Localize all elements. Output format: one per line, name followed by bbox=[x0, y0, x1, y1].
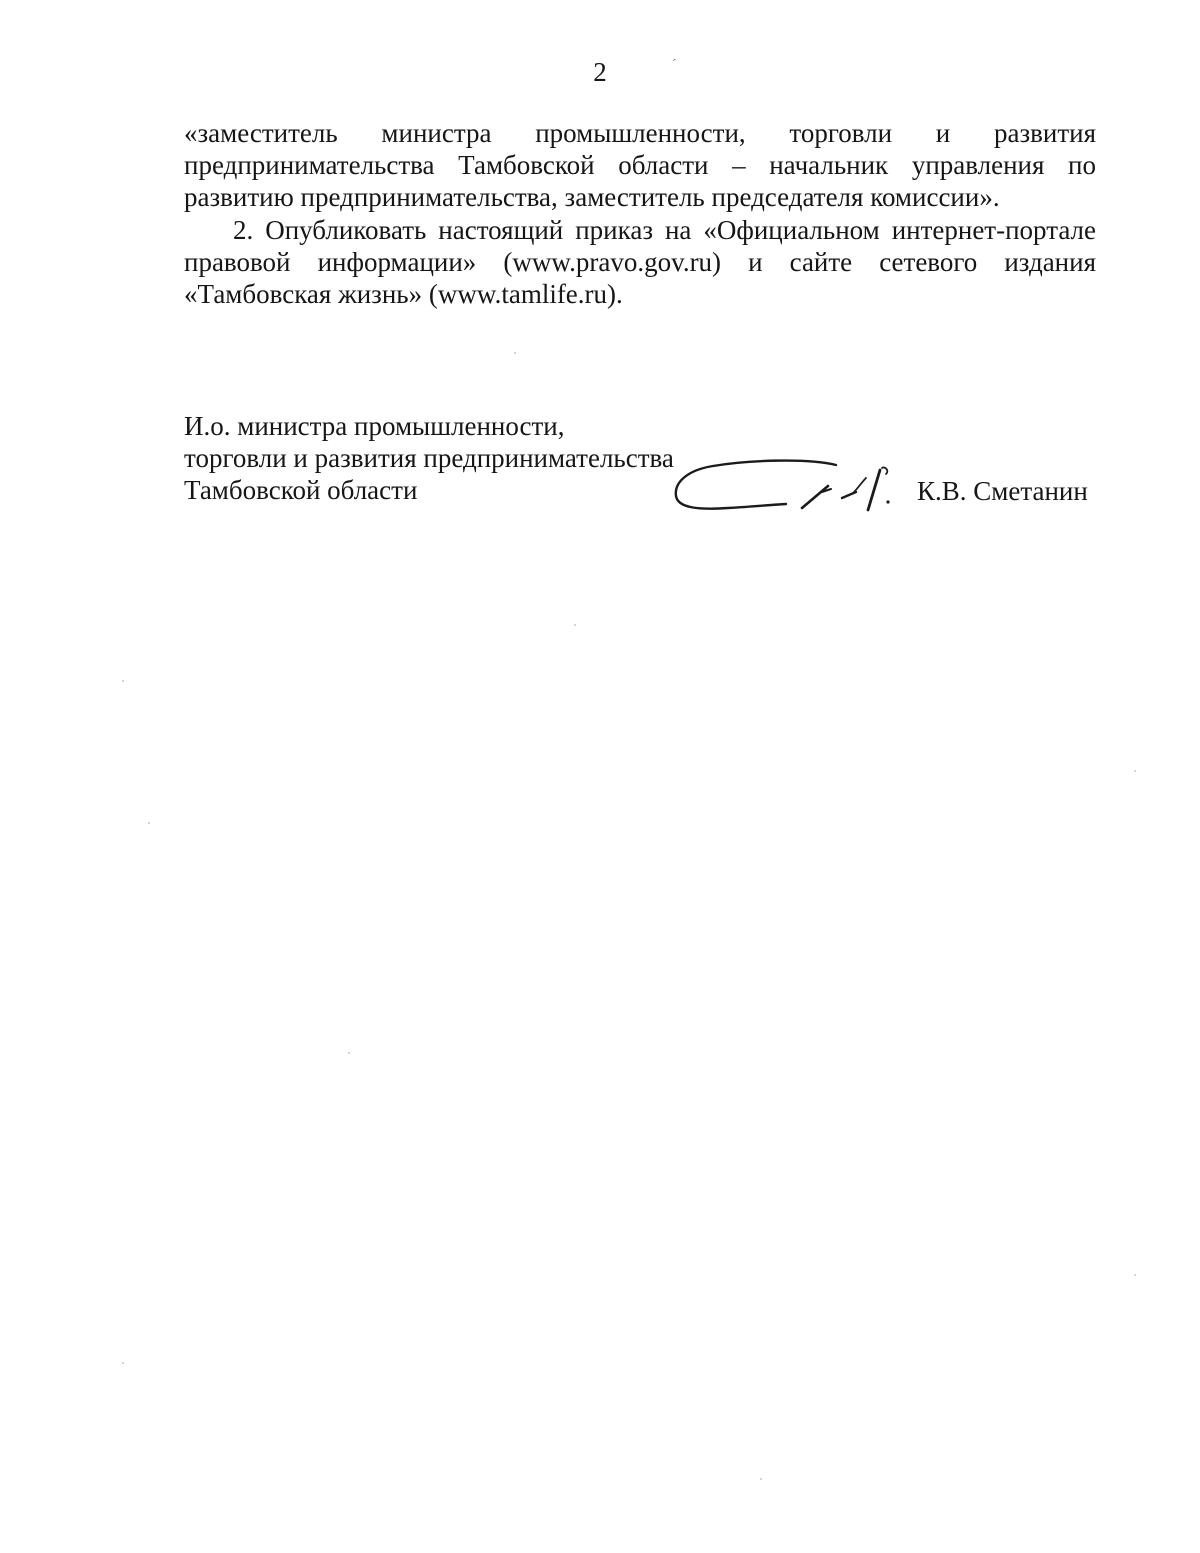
body-line: развитию предпринимательства, заместитель председателя комиссии». bbox=[184, 182, 1000, 212]
signer-position-line: Тамбовской области bbox=[184, 475, 418, 505]
body-line: правовой информации» (www.pravo.gov.ru) и сайте сетевого издания bbox=[184, 247, 1096, 277]
scan-speck bbox=[1134, 770, 1136, 772]
scan-speck bbox=[1134, 1274, 1136, 1276]
scan-speck bbox=[122, 1362, 124, 1364]
page-number: 2 bbox=[593, 57, 607, 87]
scan-speck bbox=[514, 352, 516, 354]
body-line: 2. Опубликовать настоящий приказ на «Официальном интернет-портале bbox=[233, 215, 1096, 245]
scan-speck bbox=[348, 1052, 350, 1054]
scan-speck bbox=[122, 680, 124, 682]
body-line: предпринимательства Тамбовской области – начальник управления по bbox=[184, 150, 1096, 180]
body-line: «заместитель министра промышленности, торговли и развития bbox=[184, 118, 1096, 148]
scan-speck bbox=[574, 624, 576, 626]
scan-mark: ´ bbox=[672, 56, 677, 71]
signer-name: К.В. Сметанин bbox=[917, 476, 1088, 506]
scan-speck bbox=[148, 822, 150, 824]
scan-speck bbox=[760, 1478, 762, 1480]
signer-position-line: И.о. министра промышленности, bbox=[184, 411, 565, 441]
handwritten-signature bbox=[668, 452, 908, 524]
signer-position-line: торговли и развития предпринимательства bbox=[184, 443, 674, 473]
body-line: «Тамбовская жизнь» (www.tamlife.ru). bbox=[184, 279, 623, 309]
